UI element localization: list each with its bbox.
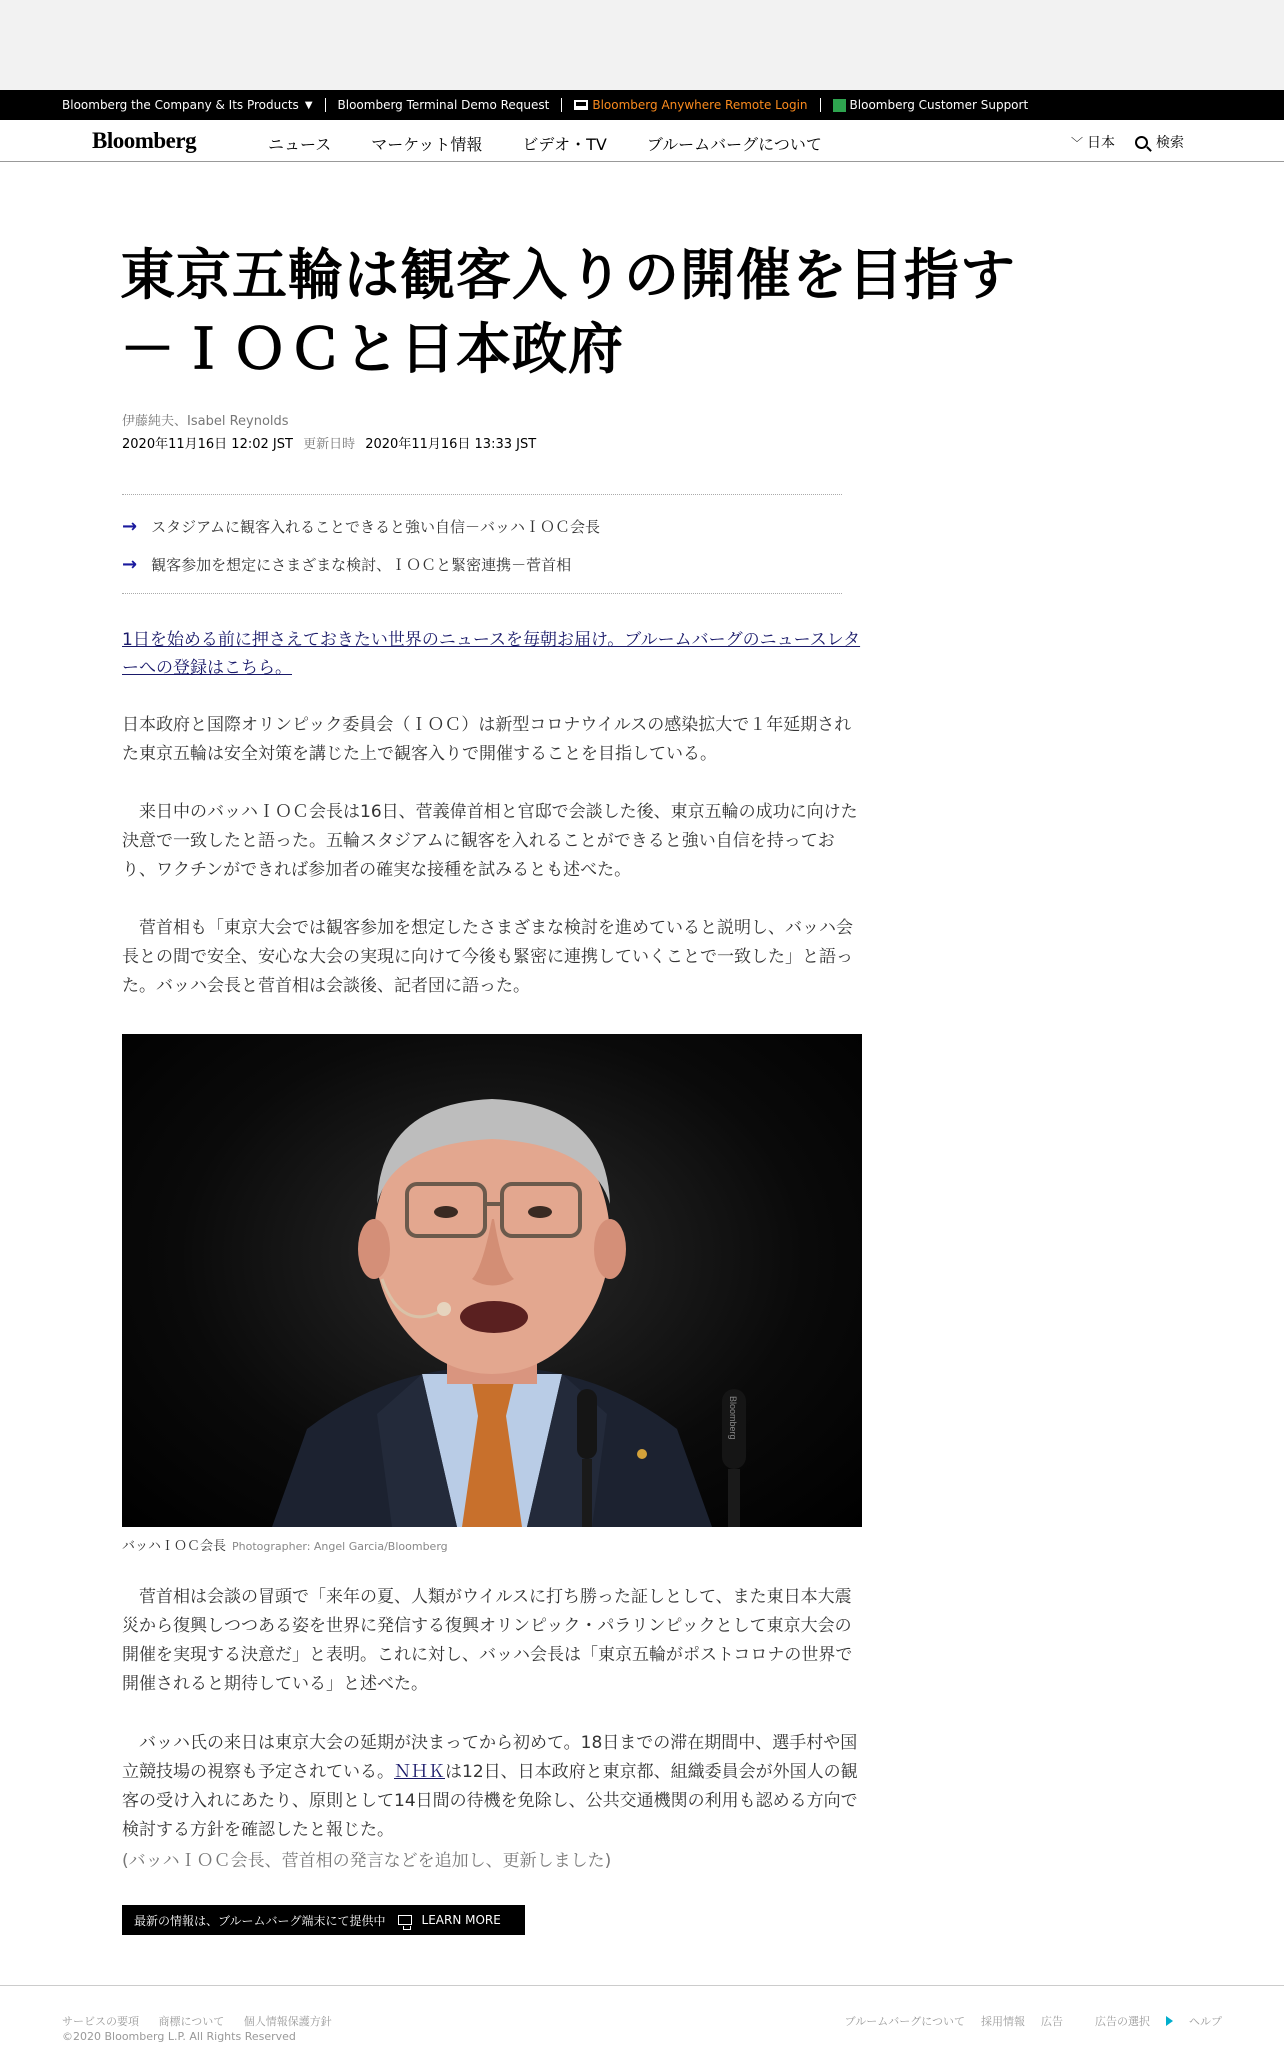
divider bbox=[325, 98, 326, 112]
customer-support-link[interactable]: Bloomberg Customer Support bbox=[833, 98, 1029, 112]
article-paragraph: 日本政府と国際オリンピック委員会（ＩＯＣ）は新型コロナウイルスの感染拡大で１年延期された東京五輪は安全対策を講じた上で観客入りで開催することを目指している。 bbox=[122, 715, 852, 764]
mic-label: Bloomberg bbox=[728, 1396, 738, 1440]
chevron-down-icon: ﹀ bbox=[1070, 135, 1083, 150]
footer-privacy-link[interactable]: 個人情報保護方針 bbox=[243, 2015, 332, 2028]
nhk-link[interactable]: ＮＨＫ bbox=[394, 1762, 445, 1782]
divider bbox=[820, 98, 821, 112]
arrow-right-icon: → bbox=[122, 515, 138, 537]
terminal-demo-link[interactable]: Bloomberg Terminal Demo Request bbox=[337, 98, 550, 112]
updated-time: 2020年11月16日 13:33 JST bbox=[365, 437, 537, 452]
terminal-learn-more-button[interactable]: 最新の情報は、ブルームバーグ端末にて提供中 LEARN MORE bbox=[122, 1905, 525, 1935]
published-time: 2020年11月16日 12:02 JST bbox=[122, 437, 293, 452]
article-dates bbox=[122, 433, 536, 452]
footer-help-link[interactable]: ヘルプ bbox=[1189, 2015, 1222, 2028]
search-icon bbox=[1135, 136, 1148, 149]
search-button[interactable]: 検索 bbox=[1135, 132, 1184, 152]
article-headline: 東京五輪は観客入りの開催を目指す －ＩＯＣと日本政府 bbox=[120, 243, 1017, 381]
nav-links bbox=[268, 132, 862, 155]
caret-down-icon: ▼ bbox=[304, 99, 313, 111]
abstract-item: → 観客参加を想定にさまざまな検討、ＩＯＣと緊密連携－菅首相 bbox=[122, 553, 572, 575]
abstract-item: → スタジアムに観客入れることできると強い自信－バッハＩＯＣ会長 bbox=[122, 515, 601, 537]
company-bar bbox=[0, 90, 1284, 120]
updated-label: 更新日時 bbox=[303, 437, 356, 452]
language-selector[interactable]: ﹀ 日本 bbox=[1070, 135, 1115, 151]
footer-adchoices-link[interactable]: 広告の選択 bbox=[1079, 2013, 1173, 2029]
main-nav bbox=[0, 120, 1284, 162]
photo-credit: Photographer: Angel Garcia/Bloomberg bbox=[232, 1540, 448, 1553]
bloomberg-logo[interactable]: Bloomberg bbox=[92, 128, 197, 153]
footer-careers-link[interactable]: 採用情報 bbox=[981, 2015, 1025, 2028]
bach-portrait-illustration bbox=[122, 1034, 862, 1527]
nav-video-tv[interactable]: ビデオ・TV bbox=[522, 135, 607, 154]
article-photo[interactable] bbox=[122, 1034, 862, 1527]
update-note: (バッハＩＯＣ会長、菅首相の発言などを追加し、更新しました) bbox=[122, 1851, 612, 1871]
footer-about-link[interactable]: ブルームバーグについて bbox=[844, 2015, 965, 2028]
support-icon bbox=[833, 99, 846, 112]
top-gray-banner bbox=[0, 0, 1284, 90]
footer-trademarks-link[interactable]: 商標について bbox=[158, 2015, 225, 2028]
article-paragraph: 来日中のバッハＩＯＣ会長は16日、菅義偉首相と官邸で会談した後、東京五輪の成功に向けた決意で一致したと語った。五輪スタジアムに観客を入れることができると強い自信を持っており、ワクチンができれば参加者の確実な接種を試みるとも述べた。 bbox=[122, 802, 858, 880]
nav-markets[interactable]: マーケット情報 bbox=[371, 135, 483, 154]
newsletter-signup-link[interactable]: 1日を始める前に押さえておきたい世界のニュースを毎朝お届け。ブルームバーグのニュースレターへの登録はこちら。 bbox=[122, 630, 861, 678]
footer-terms-link[interactable]: サービスの要項 bbox=[62, 2015, 139, 2028]
byline[interactable]: 伊藤純夫、Isabel Reynolds bbox=[122, 414, 289, 429]
divider bbox=[561, 98, 562, 112]
footer bbox=[0, 1985, 1284, 2059]
copyright: ©2020 Bloomberg L.P. All Rights Reserved bbox=[62, 2030, 296, 2043]
company-products-menu[interactable]: Bloomberg the Company & Its Products ▼ bbox=[62, 98, 313, 112]
article-paragraph: 菅首相は会談の冒頭で「来年の夏、人類がウイルスに打ち勝った証しとして、また東日本大震災から復興しつつある姿を世界に発信する復興オリンピック・パラリンピックとして東京大会の開催を実現する決意だ」と表明。これに対し、バッハ会長は「東京五輪がポストコロナの世界で開催されると期待している」と述べた。 bbox=[122, 1587, 853, 1694]
article-paragraph: 菅首相も「東京大会では観客参加を想定したさまざまな検討を進めていると説明し、バッハ会長との間で安全、安心な大会の実現に向けて今後も緊密に連携していくことで一致した」と語った。バッハ会長と菅首相は会談後、記者団に語った。 bbox=[122, 918, 853, 996]
article-abstract bbox=[122, 494, 842, 594]
nav-news[interactable]: ニュース bbox=[268, 135, 332, 154]
adchoices-icon bbox=[1166, 2016, 1173, 2026]
article-paragraph: バッハ氏の来日は東京大会の延期が決まってから初めて。18日までの滞在期間中、選手村や国立競技場の視察も予定されている。ＮＨＫは12日、日本政府と東京都、組織委員会が外国人の観客の受け入れにあたり、原則として14日間の待機を免除し、公共交通機関の利用も認める方向で検討する方針を確認したと報じた。 bbox=[122, 1733, 858, 1840]
anywhere-login-link[interactable]: Bloomberg Anywhere Remote Login bbox=[574, 98, 807, 112]
footer-ads-link[interactable]: 広告 bbox=[1041, 2015, 1063, 2028]
arrow-right-icon: → bbox=[122, 553, 138, 575]
terminal-icon bbox=[398, 1915, 412, 1925]
photo-caption: バッハＩＯＣ会長 Photographer: Angel Garcia/Bloomberg bbox=[122, 1539, 448, 1554]
nav-about[interactable]: ブルームバーグについて bbox=[646, 135, 822, 154]
terminal-icon bbox=[574, 100, 588, 110]
